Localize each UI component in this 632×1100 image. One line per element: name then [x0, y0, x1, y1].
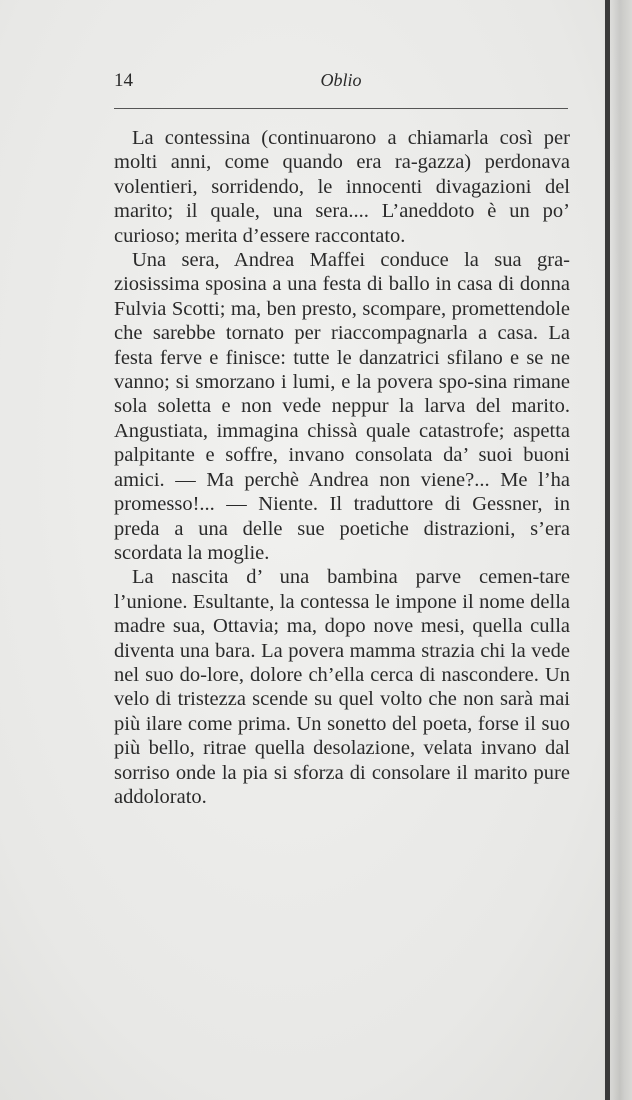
paragraph-1: La contessina (continuarono a chiamarla così per molti anni, come quando era ra-gazza) perdonava volentieri, sorridendo, le innocenti divagazioni del marito; il quale, una sera.... L’aneddoto è un po’ curioso; merita d’essere raccontato.: [114, 127, 570, 247]
header-divider: [114, 108, 568, 109]
paragraph-2: Una sera, Andrea Maffei conduce la sua gra-ziosissima sposina a una festa di ballo in casa di donna Fulvia Scotti; ma, ben presto, scompare, promettendole che sarebbe tornato per riaccompagnarla a casa. La festa ferve e finisce: tutte le danzatrici sfilano e se ne vanno; si smorzano i lumi, e la povera spo-sina rimane sola soletta e non vede neppur la larva del marito. Angustiata, immagina chissà quale catastrofe; aspetta palpitante e soffre, invano consolata da’ suoi buoni amici. — Ma perchè Andrea non viene?... Me l’ha promesso!... — Niente. Il traduttore di Gessner, in preda a una delle sue poetiche distrazioni, s’era scordata la moglie.: [114, 249, 570, 564]
page-header: [114, 66, 568, 96]
paragraph-3: La nascita d’ una bambina parve cemen-tare l’unione. Esultante, la contessa le impone il nome della madre sua, Ottavia; ma, dopo nove mesi, quella culla diventa una bara. La povera mamma strazia chi la vede nel suo do-lore, dolore ch’ella cerca di nascondere. Un velo di tristezza scende su quel volto che non sarà mai più ilare come prima. Un sonetto del poeta, forse il suo più bello, ritrae quella desolazione, velata invano dal sorriso onde la pia si sforza di consolare il marito pure addolorato.: [114, 566, 570, 808]
running-title: Oblio: [320, 70, 362, 90]
book-spine-edge: [605, 0, 610, 1100]
page-number: 14: [114, 70, 133, 91]
body-text: [114, 126, 570, 809]
